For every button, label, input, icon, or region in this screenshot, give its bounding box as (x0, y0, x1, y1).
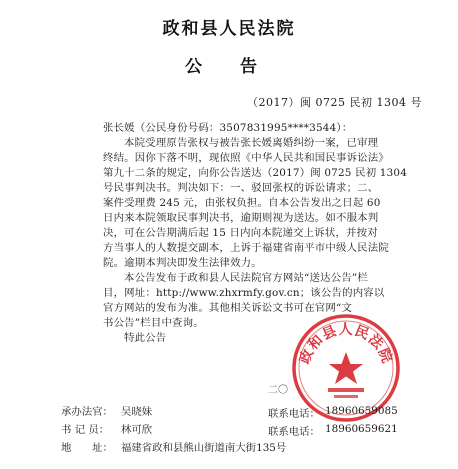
seal-emblem-base2-icon (334, 395, 358, 398)
clerk-name: 林可欣 (121, 424, 153, 436)
notice-heading: 公 告 (185, 57, 273, 77)
seal-text: 政和县人民法院 (296, 322, 396, 367)
body-line: 目，网址：http://www.zhxrmfy.gov.cn；该公告的内容以 (103, 287, 385, 299)
body-line: 院。逾期本判决即发生法律效力。 (103, 257, 262, 269)
seal-emblem-icon (329, 352, 363, 384)
body-line: 书公告”栏目中查询。 (103, 317, 204, 329)
judge-label: 承办法官： (61, 406, 113, 418)
body-line: 第九十二条的规定，向你公告送达（2017）闽 0725 民初 1304 (103, 167, 408, 179)
body-line: 号民事判决书。判决如下：一、驳回张权的诉讼请求；二、 (103, 182, 379, 194)
address-label: 地 址： (61, 442, 113, 454)
judge-name: 吴晓妹 (121, 406, 153, 418)
seal-emblem-base-icon (328, 388, 364, 392)
clerk-label: 书 记 员： (61, 424, 110, 436)
judge-phone: 18960659085 (325, 405, 398, 417)
case-number: （2017）闽 0725 民初 1304 号 (247, 96, 422, 109)
recipient-line: 张长媛（公民身份号码：3507831995****3544）： (103, 122, 353, 134)
body-line: 决，可在公告期满后起 15 日内向本院递交上诉状，并按对 (103, 227, 378, 239)
body-line: 官方网站的发布为准。其他相关诉讼文书可在官网“文 (103, 302, 353, 314)
closing-line: 特此公告 (124, 332, 167, 344)
court-address: 福建省政和县熊山街道南大街135号 (121, 442, 287, 454)
body-line: 本公告发布于政和县人民法院官方网站“送达公告”栏 (124, 272, 369, 284)
body-line: 日内来本院领取民事判决书，逾期则视为送达。如不服本判 (103, 212, 379, 224)
clerk-phone: 18960659621 (325, 423, 398, 435)
body-line: 案件受理费 245 元，由张权负担。自本公告发出之日起 60 (103, 197, 381, 209)
body-line: 方当事人的人数提交副本，上诉于福建省南平市中级人民法院 (103, 242, 389, 254)
clerk-phone-label: 联系电话： (268, 426, 320, 438)
body-line: 终结。因你下落不明，现依照《中华人民共和国民事诉讼法》 (103, 152, 389, 164)
judge-phone-label: 联系电话： (268, 408, 320, 420)
court-name-title: 政和县人民法院 (162, 19, 296, 39)
body-line: 本院受理原告张权与被告张长媛离婚纠纷一案，已审理 (124, 137, 379, 149)
date-fragment: 二〇 (268, 385, 288, 396)
